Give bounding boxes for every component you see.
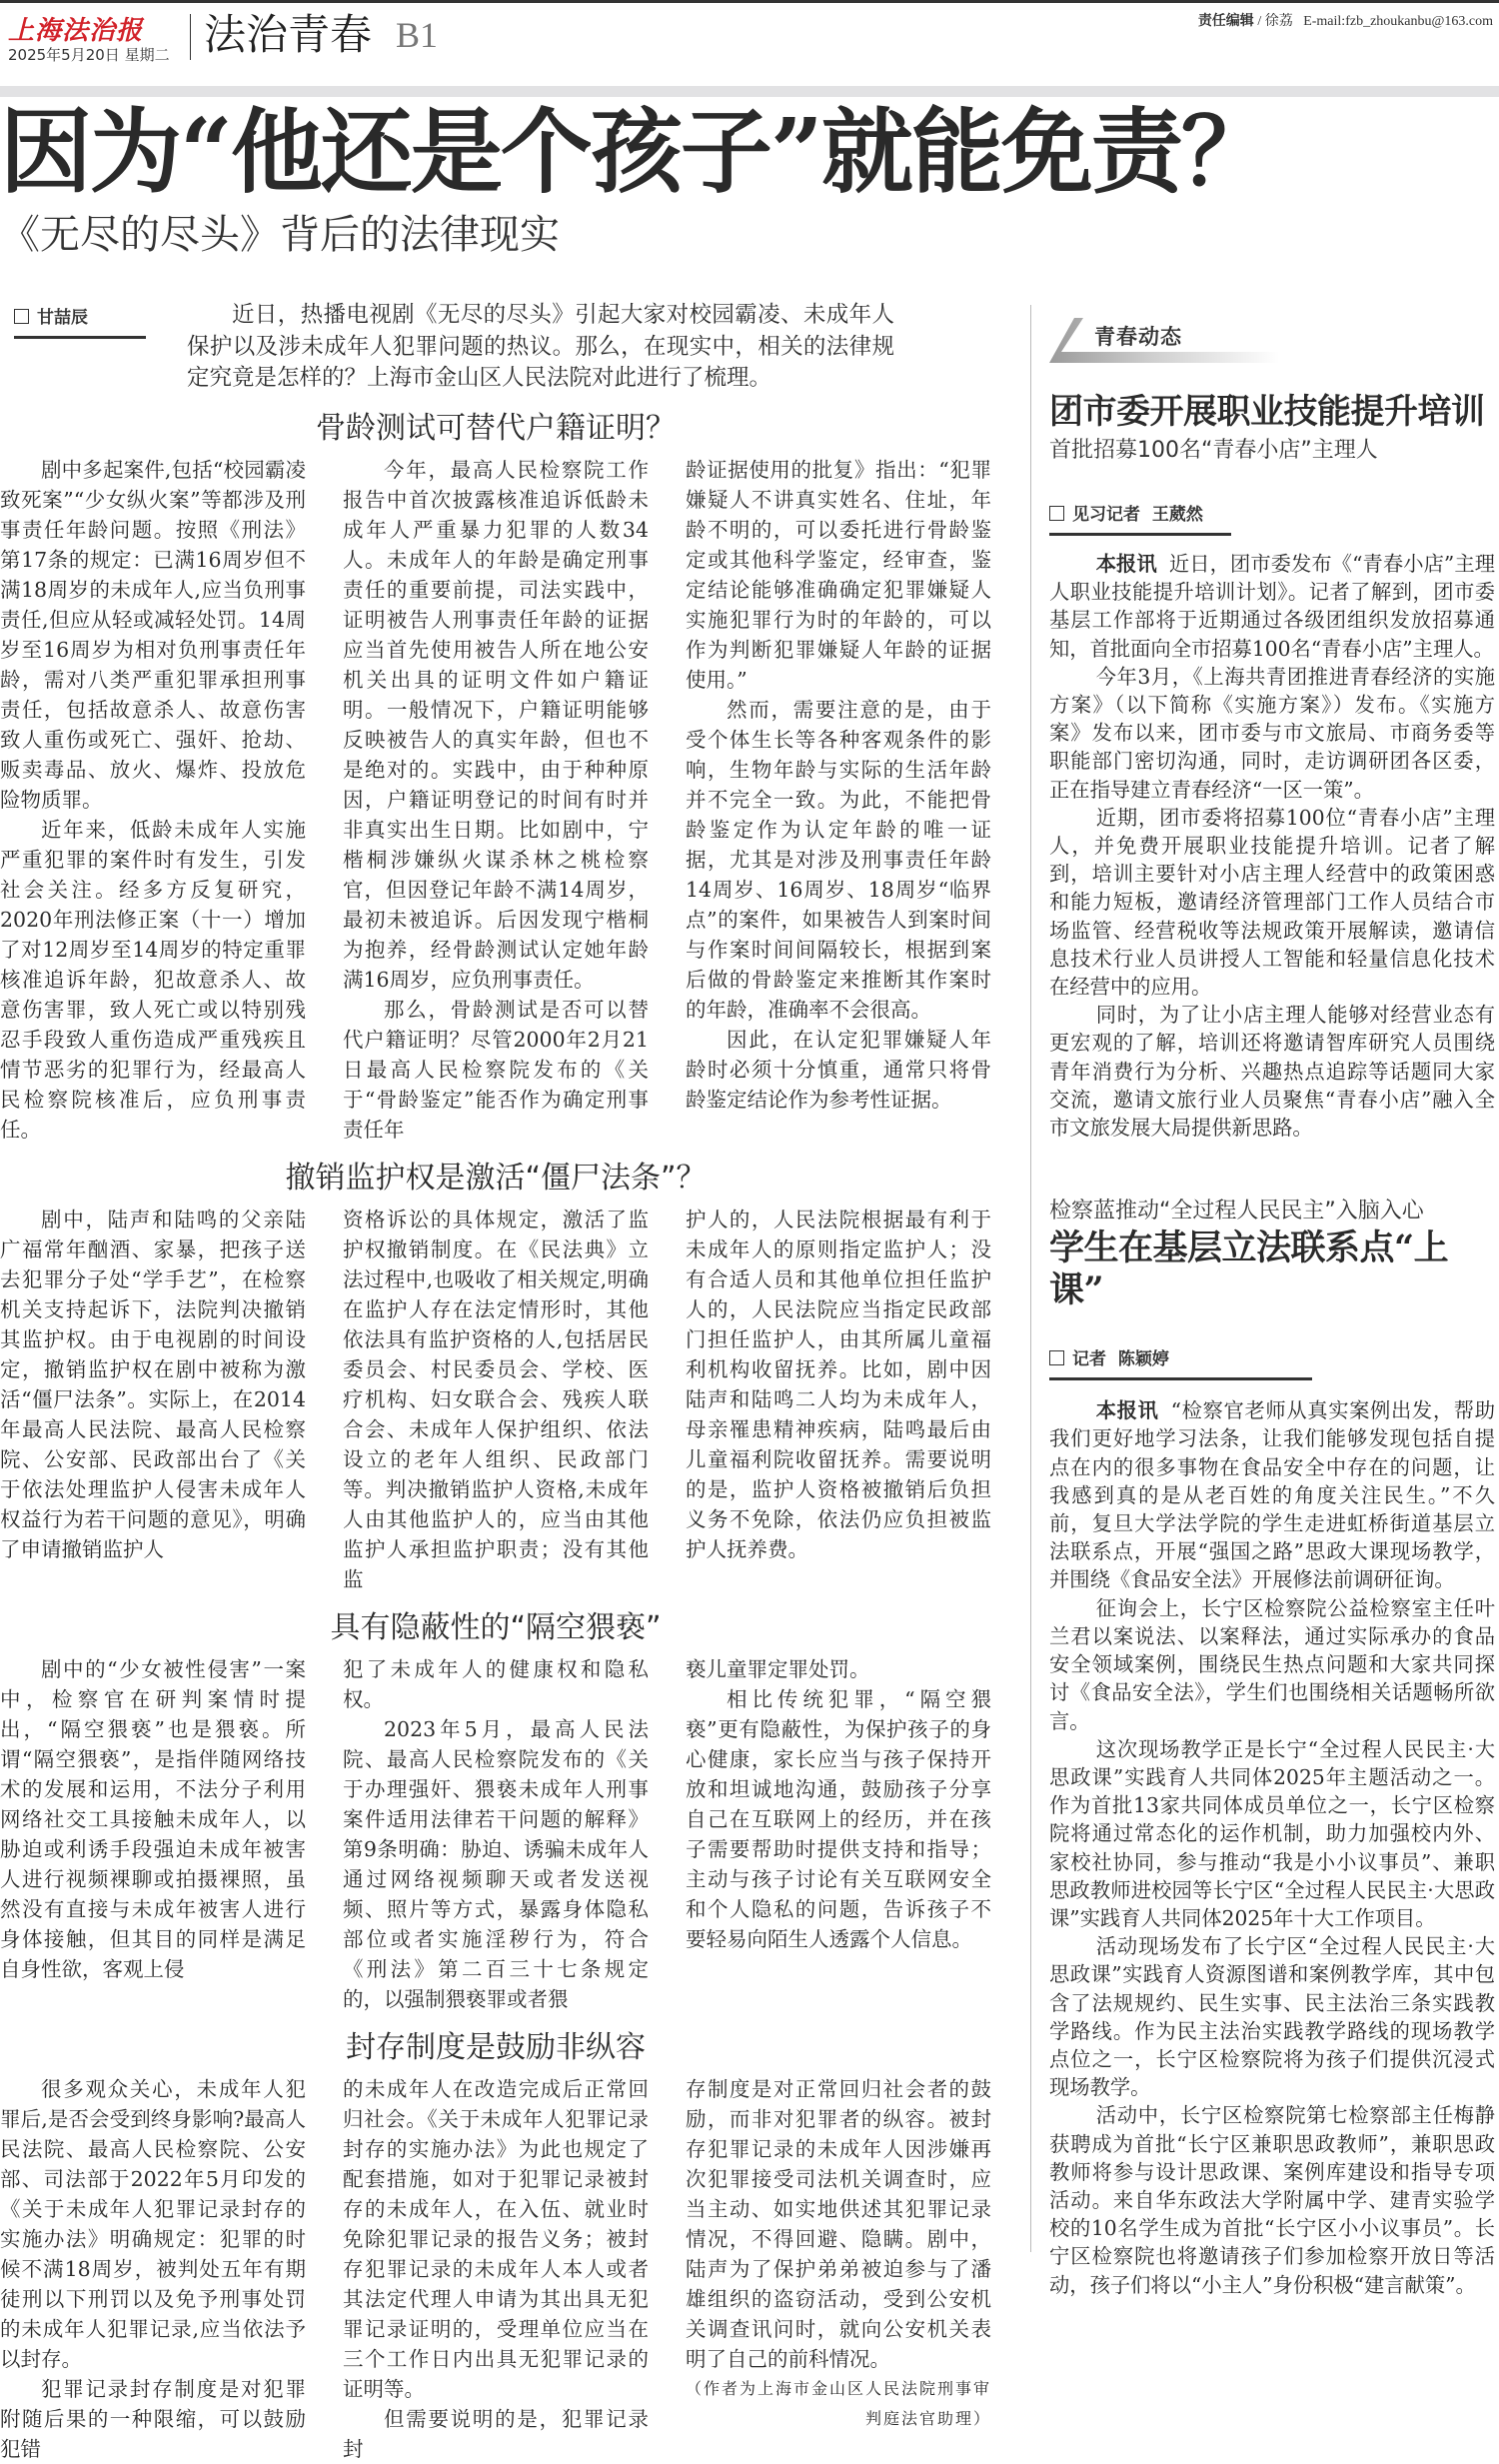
dateline-lead: 本报讯	[1095, 1398, 1159, 1423]
paragraph	[1049, 1932, 1495, 2101]
masthead-divider	[190, 14, 191, 60]
paragraph: 存制度是对正常回归社会者的鼓励，而非对犯罪者的纵容。被封存犯罪记录的未成年人因涉嫌再次犯罪接受司法机关调查时，应当主动、如实地供述其犯罪记录情况，不得回避、隐瞒。剧中，陆声为了保护弟弟被迫参与了潘雄组织的盗窃活动，受到公安机关调查讯问时，就向公安机关表明了自己的前科情况。	[686, 2076, 991, 2371]
editor-label: 责任编辑	[1197, 14, 1254, 29]
sidebar-article2-byline	[1049, 1347, 1312, 1371]
sidebar-article1-byline	[1049, 503, 1231, 527]
section-3-columns	[0, 2074, 991, 2464]
paragraph: 龄证据使用的批复》指出：“犯罪嫌疑人不讲真实姓名、住址，年龄不明的，可以委托进行骨龄鉴定或其他科学鉴定，经审查，鉴定结论能够准确确定犯罪嫌疑人实施犯罪行为时的年龄的，可以作为判断犯罪嫌疑人年龄的证据使用。”	[686, 457, 991, 692]
paragraph: 但需要说明的是，犯罪记录封	[343, 2406, 649, 2461]
section-0-columns	[0, 455, 991, 1145]
byline-rule	[1049, 533, 1231, 536]
section-heading-bone-age: 骨龄测试可替代户籍证明？	[316, 410, 676, 446]
section-2-column-2	[686, 1654, 991, 2014]
sidebar-article2-title: 学生在基层立法联系点“上课”	[1049, 1228, 1449, 1311]
paragraph	[1049, 804, 1495, 1001]
paragraph: 犯了未成年人的健康权和隐私权。	[343, 1656, 649, 1711]
paragraph: 那么，骨龄测试是否可以替代户籍证明？尽管2000年2月21日最高人民检察院发布的《关于“骨龄鉴定”能否作为确定刑事责任年	[343, 997, 649, 1142]
sidebar-article1-title: 团市委开展职业技能提升培训	[1049, 392, 1485, 432]
section-2-column-0	[0, 1654, 306, 2014]
column-tag	[1049, 318, 1279, 363]
article-intro: 近日，热播电视剧《无尽的尽头》引起大家对校园霸凌、未成年人保护以及涉未成年人犯罪问题的热议。那么，在现实中，相关的法律规定究竟是怎样的？上海市金山区人民法院对此进行了梳理。	[187, 302, 894, 391]
section-3-column-2	[686, 2074, 991, 2464]
paragraph: 护人的，人民法院根据最有利于未成年人的原则指定监护人；没有合适人员和其他单位担任监护人的，人民法院应当指定民政部门担任监护人，由其所属儿童福利机构收留抚养。比如，剧中因陆声和陆鸣二人均为未成年人，母亲罹患精神疾病，陆鸣最后由儿童福利院收留抚养。需要说明的是，监护人资格被撤销后负担义务不免除，依法仍应负担被监护人抚养费。	[686, 1207, 991, 1561]
main-article	[0, 300, 991, 2464]
section-1-column-0	[0, 1205, 306, 1594]
byline-rule	[14, 336, 146, 339]
editor-name: 徐荔	[1264, 14, 1293, 29]
paragraph	[1049, 1735, 1495, 1932]
main-byline-block	[14, 306, 146, 339]
section-0-column-2	[686, 455, 991, 1145]
issue-date: 2025年5月20日 星期二	[8, 46, 170, 64]
paragraph: 然而，需要注意的是，由于受个体生长等各种客观条件的影响，生物年龄与实际的生活年龄并不完全一致。为此，不能把骨龄鉴定作为认定年龄的唯一证据，尤其是对涉及刑事责任年龄14周岁、16周岁、18周岁“临界点”的案件，如果被告人到案时间与作案时间间隔较长，根据到案后做的骨龄鉴定来推断其作案时的年龄，准确率不会很高。	[686, 697, 991, 1022]
section-2-columns	[0, 1654, 991, 2014]
sidebar-article2-body	[1049, 1396, 1495, 2299]
byline-box-icon	[1049, 506, 1064, 521]
editor-email: E-mail:fzb_zhoukanbu@163.com	[1303, 14, 1493, 29]
section-3-column-0	[0, 2074, 306, 2464]
section-0-column-0	[0, 455, 306, 1145]
paragraph	[1049, 1001, 1495, 1142]
paragraph: 剧中，陆声和陆鸣的父亲陆广福常年酗酒、家暴，把孩子送去犯罪分子处“学手艺”，在检察机关支持起诉下，法院判决撤销其监护权。由于电视剧的时间设定，撤销监护权在剧中被称为激活“僵尸法条”。实际上，在2014年最高人民法院、最高人民检察院、公安部、民政部出台了《关于依法处理监护人侵害未成年人权益行为若干问题的意见》，明确了申请撤销监护人	[0, 1207, 306, 1561]
paragraph-text: 同时，为了让小店主理人能够对经营业态有更宏观的了解，培训还将邀请智库研究人员围绕青年消费行为分析、兴趣热点追踪等话题同大家交流，邀请文旅行业人员聚焦“青春小店”融入全市文旅发展大局提供新思路。	[1049, 1003, 1495, 1141]
paragraph: 的未成年人在改造完成后正常回归社会。《关于未成年人犯罪记录封存的实施办法》为此也规定了配套措施，如对于犯罪记录被封存的未成年人，在入伍、就业时免除犯罪记录的报告义务；被封存犯罪记录的未成年人本人或者其法定代理人申请为其出具无犯罪记录证明的，受理单位应当在三个工作日内出具无犯罪记录的证明等。	[343, 2076, 649, 2401]
byline-box-icon	[14, 309, 29, 324]
dateline-lead: 本报讯	[1095, 552, 1157, 576]
paragraph-text: 活动中，长宁区检察院第七检察部主任梅静获聘成为首批“长宁区兼职思政教师”，兼职思政教师将参与设计思政课、案例库建设和指导专项活动。来自华东政法大学附属中学、建青实验学校的10名学生成为首批“长宁区小小议事员”。长宁区检察院也将邀请孩子们参加检察开放日等活动，孩子们将以“小主人”身份积极“建言献策”。	[1049, 2103, 1495, 2297]
paragraph-text: 活动现场发布了长宁区“全过程人民民主·大思政课”实践育人资源图谱和案例教学库，其中包含了法规规约、民生实事、民主法治三条实践教学路线。作为民主法治实践教学路线的现场教学点位之一，长宁区检察院将为孩子们提供沉浸式现场教学。	[1049, 1934, 1495, 2100]
paragraph: 剧中的“少女被性侵害”一案中，检察官在研判案情时提出，“隔空猥亵”也是猥亵。所谓“隔空猥亵”，是指伴随网络技术的发展和运用，不法分子利用网络社交工具接触未成年人，以胁迫或利诱手段强迫未成年被害人进行视频裸聊或拍摄裸照，虽然没有直接与未成年被害人进行身体接触，但其目的同样是满足自身性欲，客观上侵	[0, 1656, 306, 1981]
section-3-column-1	[343, 2074, 649, 2464]
paragraph-text: 近日，团市委发布《“青春小店”主理人职业技能提升培训计划》。记者了解到，团市委基层工作部将于近期通过各级团组织发放招募通知，首批面向全市招募100名“青春小店”主理人。	[1049, 552, 1495, 661]
paragraph-text: “检察官老师从真实案例出发，帮助我们更好地学习法条，让我们能够发现包括自提点在内的很多事物在食品安全中存在的问题，让我感到真的是从老百姓的角度关注民生。”不久前，复旦大学法学院的学生走进虹桥街道基层立法联系点，开展“强国之路”思政大课现场教学，并围绕《食品安全法》开展修法前调研征询。	[1049, 1398, 1495, 1592]
header-band	[0, 86, 1499, 97]
main-byline	[14, 306, 146, 330]
author-note: （作者为上海市金山区人民法院刑事审判庭法官助理）	[686, 2378, 992, 2428]
section-1-columns	[0, 1205, 991, 1594]
main-subhead: 《无尽的尽头》背后的法律现实	[0, 212, 560, 258]
section-heading-guardianship: 撤销监护权是激活“僵尸法条”？	[285, 1160, 707, 1196]
paragraph-text: 这次现场教学正是长宁“全过程人民民主·大思政课”实践育人共同体2025年主题活动之一。作为首批13家共同体成员单位之一，长宁区检察院将通过常态化的运作机制，助力加强校内外、家校社协同，参与推动“我是小小议事员”、兼职思政教师进校园等长宁区“全过程人民民主·大思政课”实践育人共同体2025年十大工作项目。	[1049, 1736, 1495, 1930]
sidebar-divider	[1030, 305, 1031, 2252]
sidebar-article2-kicker: 检察蓝推动“全过程人民民主”入脑入心	[1049, 1199, 1424, 1225]
byline-rule	[1049, 1377, 1312, 1380]
paragraph: 犯罪记录封存制度是对犯罪附随后果的一种限缩，可以鼓励犯错	[0, 2376, 306, 2461]
paragraph: 近年来，低龄未成年人实施严重犯罪的案件时有发生，引发社会关注。经多方反复研究，2020年刑法修正案（十一）增加了对12周岁至14周岁的特定重罪核准追诉年龄，犯故意杀人、故意伤害罪，致人死亡或以特别残忍手段致人重伤造成严重残疾且情节恶劣的犯罪行为，经最高人民检察院核准后，应负刑事责任。	[0, 817, 306, 1142]
sidebar-article1-body	[1049, 550, 1495, 1142]
sidebar-article2-byline-block	[1049, 1347, 1312, 1380]
section-1-column-2	[686, 1205, 991, 1594]
paragraph: 因此，在认定犯罪嫌疑人年龄时必须十分慎重，通常只将骨龄鉴定结论作为参考性证据。	[686, 1027, 991, 1112]
sidebar-article1-subtitle: 首批招募100名“青春小店”主理人	[1049, 438, 1378, 463]
section-heading-online-abuse: 具有隐蔽性的“隔空猥亵”	[330, 1609, 662, 1645]
page-number: B1	[396, 15, 439, 55]
paragraph	[1049, 2101, 1495, 2298]
paragraph: 剧中多起案件,包括“校园霸凌致死案”“少女纵火案”等都涉及刑事责任年龄问题。按照《刑法》第17条的规定：已满16周岁但不满18周岁的未成年人,应当负刑事责任,但应从轻或减轻处罚。14周岁至16周岁为相对负刑事责任年龄，需对八类严重犯罪承担刑事责任，包括故意杀人、故意伤害致人重伤或死亡、强奸、抢劫、贩卖毒品、放火、爆炸、投放危险物质罪。	[0, 457, 306, 812]
paragraph: 相比传统犯罪，“隔空猥亵”更有隐蔽性，为保护孩子的身心健康，家长应当与孩子保持开放和坦诚地沟通，鼓励孩子分享自己在互联网上的经历，并在孩子需要帮助时提供支持和指导；主动与孩子讨论有关互联网安全和个人隐私的问题，告诉孩子不要轻易向陌生人透露个人信息。	[686, 1686, 991, 1951]
intro-row	[0, 300, 991, 395]
paragraph	[1049, 550, 1495, 663]
editor-info: 责任编辑 / 徐荔 E-mail:fzb_zhoukanbu@163.com	[1197, 14, 1493, 29]
paragraph: 亵儿童罪定罪处罚。	[686, 1656, 870, 1681]
byline-author: 记者 陈颖婷	[1072, 1349, 1169, 1370]
paragraph	[1049, 1594, 1495, 1735]
byline-author: 见习记者 王葳然	[1072, 505, 1203, 525]
paragraph: 资格诉讼的具体规定，激活了监护权撤销制度。在《民法典》立法过程中,也吸收了相关规定,明确在监护人存在法定情形时，其他依法具有监护资格的人,包括居民委员会、村民委员会、学校、医疗机构、妇女联合会、残疾人联合会、未成年人保护组织、依法设立的老年人组织、民政部门等。判决撤销监护人资格,未成年人由其他监护人的，应当由其他监护人承担监护职责；没有其他监	[343, 1207, 649, 1591]
section-2-column-1	[343, 1654, 649, 2014]
section-0-column-1	[343, 455, 649, 1145]
sidebar	[1049, 318, 1495, 2299]
paragraph: 2023年5月，最高人民法院、最高人民检察院发布的《关于办理强奸、猥亵未成年人刑事案件适用法律若干问题的解释》第9条明确：胁迫、诱骗未成年人通过网络视频聊天或者发送视频、照片等方式，暴露身体隐私部位或者实施淫秽行为，符合《刑法》第二百三十七条规定的，以强制猥亵罪或者猥	[343, 1716, 649, 2011]
paragraph	[1049, 663, 1495, 804]
paragraph: 今年，最高人民检察院工作报告中首次披露核准追诉低龄未成年人严重暴力犯罪的人数34人。未成年人的年龄是确定刑事责任的重要前提，司法实践中，证明被告人刑事责任年龄的证据应当首先使用被告人所在地公安机关出具的证明文件如户籍证明。一般情况下，户籍证明能够反映被告人的真实年龄，但也不是绝对的。实践中，由于种种原因，户籍证明登记的时间有时并非真实出生日期。比如剧中，宁楷桐涉嫌纵火谋杀林之桃检察官，但因登记年龄不满14周岁，最初未被追诉。后因发现宁楷桐为抱养，经骨龄测试认定她年龄满16周岁，应负刑事责任。	[343, 457, 649, 992]
newspaper-logo: 上海法治报	[8, 16, 144, 46]
column-tag-label: 青春动态	[1094, 325, 1182, 349]
paragraph: 很多观众关心，未成年人犯罪后,是否会受到终身影响?最高人民法院、最高人民检察院、公安部、司法部于2022年5月印发的《关于未成年人犯罪记录封存的实施办法》明确规定：犯罪的时候不满18周岁，被判处五年有期徒刑以下刑罚以及免予刑事处罚的未成年人犯罪记录,应当依法予以封存。	[0, 2076, 306, 2371]
section-heading-record-sealing: 封存制度是鼓励非纵容	[346, 2029, 646, 2065]
paragraph-text: 近期，团市委将招募100位“青春小店”主理人，并免费开展职业技能提升培训。记者了解到，培训主要针对小店主理人经营中的政策困惑和能力短板，邀请经济管理部门工作人员结合市场监管、经营税收等法规政策开展解读，邀请信息技术行业人员讲授人工智能和轻量信息化技术在经营中的应用。	[1049, 805, 1495, 1000]
paragraph	[1049, 1396, 1495, 1593]
main-headline: 因为“他还是个孩子”就能免责？	[0, 98, 1271, 206]
top-rule	[0, 0, 1499, 3]
section-1-column-1	[343, 1205, 649, 1594]
section-name: 法治青春	[204, 10, 373, 59]
byline-author: 甘喆辰	[37, 308, 88, 328]
paragraph-text: 今年3月，《上海共青团推进青春经济的实施方案》（以下简称《实施方案》）发布。《实施方案》发布以来，团市委与市文旅局、市商务委等职能部门密切沟通，同时，走访调研团各区委，正在指导建立青春经济“一区一策”。	[1049, 664, 1495, 802]
sidebar-article1-byline-block	[1049, 503, 1231, 536]
byline-box-icon	[1049, 1350, 1064, 1365]
paragraph-text: 征询会上，长宁区检察院公益检察室主任叶兰君以案说法、以案释法，通过实际承办的食品安全领域案例，围绕民生热点问题和大家共同探讨《食品安全法》，学生们也围绕相关话题畅所欲言。	[1049, 1595, 1495, 1733]
